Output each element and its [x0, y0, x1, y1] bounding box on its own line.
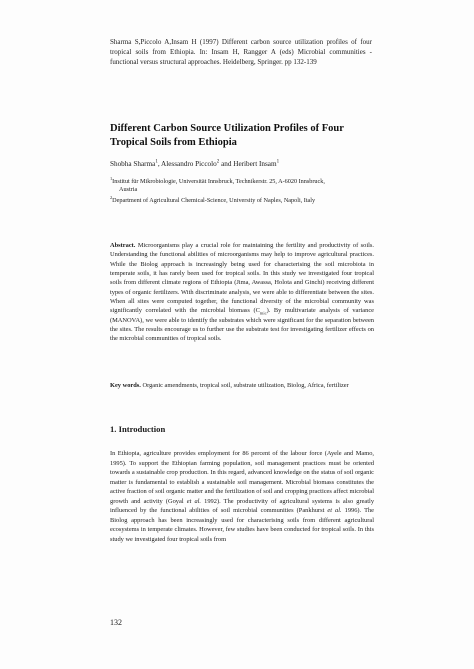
author-name: Alessandro Piccolo — [161, 160, 217, 168]
affiliation-text: Institut für Mikrobiologie, Universität Innsbruck, Technikerstr. 25, A-6020 Innsbruck, — [112, 178, 325, 185]
intro-etal: et al. — [327, 507, 342, 514]
affiliation-mark: 1 — [155, 159, 158, 165]
affiliation-mark: 2 — [110, 194, 113, 200]
affiliation-mark: 1 — [110, 175, 113, 181]
affiliation-mark: 2 — [216, 159, 220, 165]
paper-title: Different Carbon Source Utilization Profiles of Four Tropical Soils from Ethiopia — [110, 123, 344, 148]
abstract-label: Abstract. — [110, 242, 136, 249]
abstract — [110, 241, 374, 344]
section-title: Introduction — [118, 424, 166, 434]
abstract-text-continued: ). By multivariate analysis of variance (MANOVA), we were able to identify the substrates which were significant for the separation between the sites. The results encourage us to further use the substrate test for investigating fertilizer effects on the microbial communities of tropical soils. — [110, 307, 375, 343]
introduction-paragraph — [110, 449, 374, 544]
author-separator: , — [157, 160, 162, 168]
section-heading — [110, 424, 372, 435]
author-name: Shobha Sharma — [110, 160, 156, 168]
author-separator: and — [219, 160, 234, 168]
intro-etal: et al. — [186, 497, 202, 505]
intro-text: In Ethiopia, agriculture provides employment for 86 percent of the labour force (Ayele and Mamo, 1995). To support the Ethiopian farming population, soil management practices must be oriented towards a sustainable crop production. In this regard, advanced knowledge on the status of soil organic matter is fundamental to establish a sustainable soil management. Microbial biomass constitutes the active fraction of soil organic matter and the fertilization of soil and cropping practices affect microbial growth and activity (Goyal — [110, 450, 374, 505]
affiliation-text: Department of Agricultural Chemical-Science, University of Naples, Napoli, Italy — [112, 197, 316, 204]
abstract-text: Microorganisms play a crucial role for maintaining the fertility and productivity of soils. Understanding the functional abilities of microorganisms may help to improve agricultural practices. While the Biolog approach is increasingly being used for characterising the soil microbiota in temperate soils, it has rarely been used for tropical soils. In this study we investigated four tropical soils from different climate regions of Ethiopia (Jima, Awassa, Holota and Ginchi) receiving different types of organic fertilizers. With discriminate analysis, we were able to differentiate between the sites. When all sites were computed together, the functional diversity of the microbial community was significantly correlated with the microbial biomass (C — [110, 242, 374, 315]
keywords-label: Key words. — [110, 382, 141, 389]
affiliation-country: Austria — [119, 186, 138, 194]
keywords — [110, 381, 374, 390]
affiliation-1 — [110, 175, 372, 195]
affiliation-mark: 1 — [276, 159, 280, 165]
intro-text: 1996). The Biolog approach has been increasingly used for characterising soils from different agricultural ecosystems in temperate climates. However, few studies have been conducted for tropical soils. In this study we investigated four tropical soils from — [110, 507, 374, 543]
intro-text: 1992). The productivity of agricultural systems is also greatly influenced by the functional abilities of soil microbial communities (Pankhurst — [110, 497, 375, 514]
abstract-subscript: mic — [259, 310, 267, 316]
keywords-text: Organic amendments, tropical soil, substrate utilization, Biolog, Africa, fertilizer — [140, 382, 349, 389]
page-number: 132 — [110, 618, 122, 627]
author-list — [110, 160, 372, 169]
affiliation-2 — [110, 194, 372, 205]
section-number: 1. — [110, 424, 117, 434]
citation-reference: Sharma S,Piccolo A,Insam H (1997) Different carbon source utilization profiles of four tropical soils from Ethiopia. In: Insam H, Rangger A (eds) Microbial communities - functional versus structural approaches. Heidelberg, Springer. pp 132-139 — [110, 38, 372, 66]
author-name: Heribert Insam — [233, 160, 277, 168]
